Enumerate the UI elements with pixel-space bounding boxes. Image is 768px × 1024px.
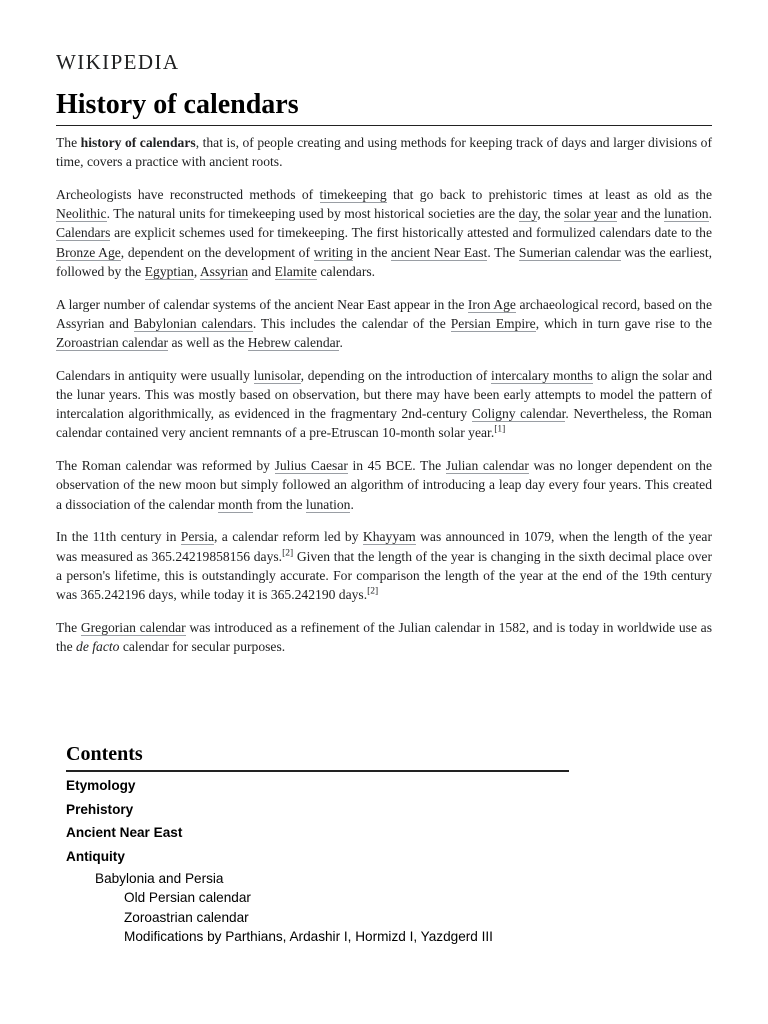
toc-item[interactable]: Ancient Near East [66, 825, 183, 841]
text-run: that go back to prehistoric times at least as old as the [386, 187, 712, 202]
text-run: . This includes the calendar of the [252, 315, 451, 331]
text-run: was no longer dependent on the observation of the new moon but simply followed an algorithm of introducing a leap day every four years. This created a dissociation of the calendar [56, 458, 713, 512]
bold-term: history of calendars [80, 135, 196, 150]
text-run: The [56, 619, 81, 635]
text-run: . [708, 206, 712, 222]
article-link[interactable]: Babylonian calendars [133, 315, 253, 331]
text-run: . [339, 335, 343, 351]
article-link[interactable]: lunisolar [253, 367, 301, 383]
wikipedia-logo[interactable]: WIKIPEDIA [56, 50, 180, 74]
article-link[interactable]: Assyrian [199, 263, 249, 279]
citation-ref[interactable]: [1] [494, 424, 506, 435]
article-body [56, 133, 712, 670]
text-run: . The [487, 244, 519, 260]
text-run: In the 11th century in [56, 529, 181, 545]
text-run: are explicit schemes used for timekeeping. The first historically attested and formulized calendars date to the [110, 225, 712, 241]
text-run: , the [537, 206, 565, 222]
article-link[interactable]: Calendars [56, 225, 111, 241]
text-run: Calendars in antiquity were usually [56, 367, 254, 383]
paragraph [56, 366, 712, 443]
text-run: was the earliest, followed by the [56, 244, 712, 279]
text-run: , that is, of people creating and using methods for keeping track of days and larger divisions of time, covers a practice with ancient roots. [56, 135, 712, 170]
text-run: The [56, 135, 81, 150]
text-run: to align the solar and the lunar years. This was mostly based on observation, but there may have been early attempts to model the pattern of intercalation algorithmically, as evidenced in the fragmentary 2nd-century [56, 367, 713, 422]
text-run: in the [352, 244, 391, 260]
text-run: , which in turn gave rise to the [535, 315, 712, 331]
toc-item[interactable]: Prehistory [66, 801, 134, 817]
citation-ref[interactable]: [2] [282, 548, 294, 559]
text-run: as well as the [168, 335, 248, 351]
page-title: History of calendars [56, 89, 299, 120]
article-link[interactable]: Elamite [274, 263, 317, 279]
article-link[interactable]: intercalary months [491, 367, 593, 383]
article-link[interactable]: day [518, 206, 538, 222]
text-run: . Nevertheless, the Roman calendar contained very ancient remnants of a pre-Etruscan 10-month solar year. [56, 406, 712, 441]
article-link[interactable]: Hebrew calendar [247, 335, 340, 351]
text-run: calendar for secular purposes. [119, 639, 286, 655]
text-run: , a calendar reform led by [214, 529, 363, 545]
text-run: . [350, 496, 354, 512]
article-link[interactable]: Persian Empire [450, 315, 536, 331]
article-link[interactable]: lunation [664, 206, 709, 222]
article-link[interactable]: Coligny calendar [471, 406, 566, 422]
article-link[interactable]: lunation [305, 496, 351, 512]
article-link[interactable]: solar year [564, 206, 618, 222]
toc-item[interactable]: Old Persian calendar [124, 890, 251, 906]
text-run: The Roman calendar was reformed by [56, 458, 275, 474]
article-link[interactable]: ancient Near East [391, 244, 488, 260]
article-link[interactable]: Julian calendar [445, 458, 529, 474]
article-link[interactable]: Iron Age [467, 296, 516, 312]
article-link[interactable]: Bronze Age [56, 244, 121, 260]
text-run: calendars. [316, 263, 376, 279]
paragraph [56, 527, 712, 604]
toc-divider [66, 770, 569, 772]
text-run: archaeological record, based on the Assyrian and [56, 296, 712, 331]
article-link[interactable]: Zoroastrian calendar [56, 335, 169, 351]
text-run: from the [252, 496, 306, 512]
text-run: A larger number of calendar systems of the ancient Near East appear in the [56, 296, 468, 312]
article-link[interactable]: Neolithic [56, 206, 107, 222]
article-link[interactable]: month [217, 496, 253, 512]
table-of-contents [66, 740, 569, 947]
text-run: , [193, 263, 200, 279]
article-link[interactable]: Egyptian [144, 263, 194, 279]
text-run: in 45 BCE. The [347, 458, 446, 474]
text-run: was introduced as a refinement of the Julian calendar in 1582, and is today in worldwide use as the [56, 619, 712, 655]
toc-item[interactable]: Modifications by Parthians, Ardashir I, Hormizd I, Yazdgerd III [124, 929, 493, 945]
toc-list [66, 774, 569, 947]
text-run: Archeologists have reconstructed methods of [56, 187, 320, 202]
text-run: . The natural units for timekeeping used by most historical societies are the [106, 206, 519, 222]
article-link[interactable]: Persia [180, 529, 215, 545]
article-link[interactable]: Sumerian calendar [518, 244, 621, 260]
italic-term: de facto [76, 639, 120, 655]
toc-item[interactable]: Antiquity [66, 849, 125, 865]
text-run: Given that the length of the year is changing in the sixth decimal place over a person's lifetime, this is outstandingly accurate. For comparison the length of the year at the end of the 19th century was 365.242196 days, while today it is 365.242190 days. [56, 548, 712, 603]
toc-item[interactable]: Etymology [66, 778, 136, 793]
text-run: , dependent on the development of [120, 244, 314, 260]
toc-item[interactable]: Zoroastrian calendar [124, 909, 249, 925]
title-divider [56, 125, 712, 126]
text-run: was announced in 1079, when the length of the year was measured as 365.24219858156 days. [56, 529, 712, 564]
text-run: and [248, 263, 275, 279]
paragraph [56, 295, 712, 353]
paragraph [56, 185, 712, 281]
paragraph [56, 456, 712, 514]
article-link[interactable]: Gregorian calendar [80, 619, 186, 635]
toc-item[interactable]: Babylonia and Persia [95, 870, 224, 886]
article-link[interactable]: writing [313, 244, 353, 260]
citation-ref[interactable]: [2] [367, 586, 379, 597]
text-run: , depending on the introduction of [300, 367, 492, 383]
paragraph [56, 618, 712, 656]
article-link[interactable]: timekeeping [319, 187, 387, 202]
toc-title: Contents [66, 743, 143, 765]
text-run: and the [617, 206, 665, 222]
article-link[interactable]: Julius Caesar [274, 458, 348, 474]
paragraph [56, 133, 712, 171]
article-link[interactable]: Khayyam [362, 529, 416, 545]
